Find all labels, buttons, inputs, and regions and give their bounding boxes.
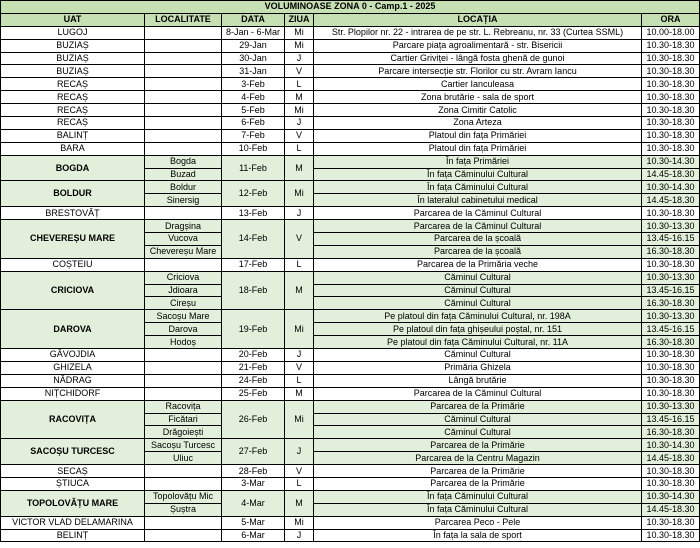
table-row	[1, 207, 700, 220]
uat-cell: RECAȘ	[1, 117, 145, 130]
hours-cell: 10.30-18.30	[642, 516, 700, 529]
uat-cell: SECAȘ	[1, 465, 145, 478]
day-cell: M	[285, 490, 314, 516]
table-row	[1, 258, 700, 271]
day-cell: M	[285, 271, 314, 310]
table-row	[1, 465, 700, 478]
location-cell: Parcarea de la Primărie	[314, 400, 642, 413]
day-cell: J	[285, 117, 314, 130]
header-ora: ORA	[642, 13, 700, 26]
day-cell: L	[285, 78, 314, 91]
location-cell: Lângă brutărie	[314, 374, 642, 387]
localitate-cell	[145, 39, 222, 52]
table-row	[1, 220, 700, 233]
localitate-cell: Boldur	[145, 181, 222, 194]
header-row	[1, 13, 700, 26]
localitate-cell: Sacoșu Mare	[145, 310, 222, 323]
localitate-cell: Buzad	[145, 168, 222, 181]
hours-cell: 13.45-16.15	[642, 284, 700, 297]
day-cell: J	[285, 529, 314, 542]
localitate-cell	[145, 207, 222, 220]
location-cell: În fața Căminului Cultural	[314, 490, 642, 503]
location-cell: Căminul Cultural	[314, 284, 642, 297]
hours-cell: 10.30-13.30	[642, 310, 700, 323]
day-cell: L	[285, 258, 314, 271]
hours-cell: 10.30-18.30	[642, 207, 700, 220]
hours-cell: 14.45-18.30	[642, 168, 700, 181]
schedule-body	[1, 26, 700, 542]
location-cell: În lateralul cabinetului medical	[314, 194, 642, 207]
date-cell: 4-Feb	[222, 91, 285, 104]
day-cell: Mi	[285, 39, 314, 52]
header-locatia: LOCAȚIA	[314, 13, 642, 26]
date-cell: 31-Jan	[222, 65, 285, 78]
table-row	[1, 490, 700, 503]
location-cell: Parcarea de la Centru Magazin	[314, 452, 642, 465]
location-cell: Parcarea de la Căminul Cultural	[314, 207, 642, 220]
hours-cell: 16.30-18.30	[642, 297, 700, 310]
table-row	[1, 91, 700, 104]
localitate-cell: Șuștra	[145, 503, 222, 516]
hours-cell: 10.30-13.30	[642, 271, 700, 284]
hours-cell: 10.30-18.30	[642, 387, 700, 400]
location-cell: Parcarea de la Primărie	[314, 477, 642, 490]
table-row	[1, 65, 700, 78]
hours-cell: 10.30-18.30	[642, 104, 700, 117]
localitate-cell: Sacoșu Turcesc	[145, 439, 222, 452]
hours-cell: 10.30-14.30	[642, 181, 700, 194]
date-cell: 29-Jan	[222, 39, 285, 52]
uat-cell: BUZIAȘ	[1, 39, 145, 52]
hours-cell: 10.30-18.30	[642, 142, 700, 155]
localitate-cell	[145, 374, 222, 387]
date-cell: 18-Feb	[222, 271, 285, 310]
uat-cell: BOGDA	[1, 155, 145, 181]
location-cell: Pe platoul din fața Căminului Cultural, nr. 198A	[314, 310, 642, 323]
hours-cell: 14.45-18.30	[642, 503, 700, 516]
localitate-cell: Topolovățu Mic	[145, 490, 222, 503]
localitate-cell	[145, 387, 222, 400]
uat-cell: SACOȘU TURCESC	[1, 439, 145, 465]
location-cell: Platoul din fața Primăriei	[314, 142, 642, 155]
location-cell: Căminul Cultural	[314, 297, 642, 310]
hours-cell: 10.30-18.30	[642, 529, 700, 542]
location-cell: În fața Căminului Cultural	[314, 181, 642, 194]
location-cell: Parcare piața agroalimentară - str. Bisericii	[314, 39, 642, 52]
localitate-cell	[145, 52, 222, 65]
day-cell: L	[285, 142, 314, 155]
day-cell: M	[285, 155, 314, 181]
date-cell: 26-Feb	[222, 400, 285, 439]
table-row	[1, 181, 700, 194]
day-cell: Mi	[285, 26, 314, 39]
header-localitate: LOCALITATE	[145, 13, 222, 26]
day-cell: V	[285, 129, 314, 142]
localitate-cell	[145, 258, 222, 271]
table-row	[1, 52, 700, 65]
date-cell: 6-Mar	[222, 529, 285, 542]
hours-cell: 13.45-16.15	[642, 323, 700, 336]
uat-cell: NĂDRAG	[1, 374, 145, 387]
date-cell: 21-Feb	[222, 361, 285, 374]
uat-cell: BELINȚ	[1, 529, 145, 542]
localitate-cell	[145, 477, 222, 490]
hours-cell: 10.30-13.30	[642, 220, 700, 233]
header-data: DATA	[222, 13, 285, 26]
location-cell: Parcarea de la școală	[314, 245, 642, 258]
uat-cell: CHEVEREȘU MARE	[1, 220, 145, 259]
table-row	[1, 155, 700, 168]
table-row	[1, 529, 700, 542]
location-cell: Pe platoul din fața ghișeului poștal, nr. 151	[314, 323, 642, 336]
day-cell: Mi	[285, 516, 314, 529]
localitate-cell: Jdioara	[145, 284, 222, 297]
localitate-cell	[145, 78, 222, 91]
location-cell: Parcarea de la Căminul Cultural	[314, 387, 642, 400]
location-cell: Zona brutărie - sala de sport	[314, 91, 642, 104]
day-cell: V	[285, 361, 314, 374]
location-cell: Căminul Cultural	[314, 413, 642, 426]
uat-cell: BALINȚ	[1, 129, 145, 142]
location-cell: Cartier Griviței - lângă fosta ghenă de gunoi	[314, 52, 642, 65]
localitate-cell: Hodoș	[145, 336, 222, 349]
localitate-cell: Bogda	[145, 155, 222, 168]
location-cell: Cartier Ianculeasa	[314, 78, 642, 91]
day-cell: J	[285, 349, 314, 362]
day-cell: J	[285, 52, 314, 65]
hours-cell: 10.00-18.00	[642, 26, 700, 39]
location-cell: În fața la sala de sport	[314, 529, 642, 542]
location-cell: Zona Arteza	[314, 117, 642, 130]
table-row	[1, 477, 700, 490]
date-cell: 14-Feb	[222, 220, 285, 259]
location-cell: În fața Căminului Cultural	[314, 503, 642, 516]
table-row	[1, 26, 700, 39]
day-cell: V	[285, 65, 314, 78]
title-row	[1, 1, 700, 14]
uat-cell: BOLDUR	[1, 181, 145, 207]
uat-cell: RACOVIȚA	[1, 400, 145, 439]
header-ziua: ZIUA	[285, 13, 314, 26]
location-cell: Str. Plopilor nr. 22 - intrarea de pe str. L. Rebreanu, nr. 33 (Curtea SSML)	[314, 26, 642, 39]
table-row	[1, 39, 700, 52]
localitate-cell: Darova	[145, 323, 222, 336]
uat-cell: NIȚCHIDORF	[1, 387, 145, 400]
uat-cell: TOPOLOVĂȚU MARE	[1, 490, 145, 516]
date-cell: 28-Feb	[222, 465, 285, 478]
hours-cell: 10.30-18.30	[642, 477, 700, 490]
hours-cell: 10.30-18.30	[642, 349, 700, 362]
day-cell: V	[285, 465, 314, 478]
hours-cell: 10.30-18.30	[642, 52, 700, 65]
localitate-cell	[145, 129, 222, 142]
hours-cell: 10.30-18.30	[642, 129, 700, 142]
date-cell: 3-Feb	[222, 78, 285, 91]
date-cell: 27-Feb	[222, 439, 285, 465]
hours-cell: 10.30-13.30	[642, 400, 700, 413]
day-cell: V	[285, 220, 314, 259]
uat-cell: VICTOR VLAD DELAMARINA	[1, 516, 145, 529]
localitate-cell: Drăgoiești	[145, 426, 222, 439]
location-cell: Căminul Cultural	[314, 349, 642, 362]
hours-cell: 14.45-18.30	[642, 452, 700, 465]
day-cell: J	[285, 439, 314, 465]
localitate-cell	[145, 91, 222, 104]
table-row	[1, 310, 700, 323]
table-row	[1, 271, 700, 284]
table-row	[1, 117, 700, 130]
day-cell: L	[285, 477, 314, 490]
table-row	[1, 361, 700, 374]
table-row	[1, 439, 700, 452]
location-cell: Primăria Ghizela	[314, 361, 642, 374]
localitate-cell: Criciova	[145, 271, 222, 284]
uat-cell: BARA	[1, 142, 145, 155]
hours-cell: 10.30-18.30	[642, 361, 700, 374]
hours-cell: 16.30-18.30	[642, 245, 700, 258]
uat-cell: GĂVOJDIA	[1, 349, 145, 362]
date-cell: 12-Feb	[222, 181, 285, 207]
location-cell: Zona Cimitir Catolic	[314, 104, 642, 117]
localitate-cell	[145, 117, 222, 130]
date-cell: 4-Mar	[222, 490, 285, 516]
date-cell: 11-Feb	[222, 155, 285, 181]
location-cell: În fața Căminului Cultural	[314, 168, 642, 181]
localitate-cell: Chevereșu Mare	[145, 245, 222, 258]
localitate-cell: Cireșu	[145, 297, 222, 310]
localitate-cell	[145, 349, 222, 362]
localitate-cell	[145, 142, 222, 155]
date-cell: 5-Mar	[222, 516, 285, 529]
localitate-cell: Dragșina	[145, 220, 222, 233]
day-cell: M	[285, 91, 314, 104]
day-cell: Mi	[285, 310, 314, 349]
uat-cell: RECAȘ	[1, 104, 145, 117]
date-cell: 20-Feb	[222, 349, 285, 362]
localitate-cell: Racovița	[145, 400, 222, 413]
date-cell: 19-Feb	[222, 310, 285, 349]
localitate-cell: Uliuc	[145, 452, 222, 465]
date-cell: 24-Feb	[222, 374, 285, 387]
location-cell: Căminul Cultural	[314, 426, 642, 439]
hours-cell: 10.30-18.30	[642, 117, 700, 130]
date-cell: 8-Jan - 6-Mar	[222, 26, 285, 39]
uat-cell: DAROVA	[1, 310, 145, 349]
hours-cell: 10.30-18.30	[642, 39, 700, 52]
date-cell: 13-Feb	[222, 207, 285, 220]
localitate-cell	[145, 361, 222, 374]
day-cell: Mi	[285, 104, 314, 117]
hours-cell: 10.30-18.30	[642, 78, 700, 91]
uat-cell: GHIZELA	[1, 361, 145, 374]
location-cell: Parcarea Peco - Pele	[314, 516, 642, 529]
localitate-cell	[145, 26, 222, 39]
hours-cell: 13.45-16.15	[642, 233, 700, 246]
hours-cell: 10.30-14.30	[642, 490, 700, 503]
location-cell: Parcarea de la Primăria veche	[314, 258, 642, 271]
hours-cell: 10.30-18.30	[642, 65, 700, 78]
uat-cell: COȘTEIU	[1, 258, 145, 271]
hours-cell: 10.30-14.30	[642, 439, 700, 452]
location-cell: Parcarea de la școală	[314, 233, 642, 246]
localitate-cell	[145, 104, 222, 117]
table-row	[1, 400, 700, 413]
hours-cell: 10.30-18.30	[642, 91, 700, 104]
localitate-cell: Ficătari	[145, 413, 222, 426]
location-cell: Parcarea de la Primărie	[314, 465, 642, 478]
date-cell: 17-Feb	[222, 258, 285, 271]
date-cell: 3-Mar	[222, 477, 285, 490]
uat-cell: ȘTIUCA	[1, 477, 145, 490]
date-cell: 5-Feb	[222, 104, 285, 117]
uat-cell: LUGOJ	[1, 26, 145, 39]
table-row	[1, 78, 700, 91]
hours-cell: 10.30-18.30	[642, 258, 700, 271]
hours-cell: 16.30-18.30	[642, 426, 700, 439]
uat-cell: BUZIAȘ	[1, 65, 145, 78]
uat-cell: RECAȘ	[1, 78, 145, 91]
hours-cell: 13.45-16.15	[642, 413, 700, 426]
uat-cell: BRESTOVĂȚ	[1, 207, 145, 220]
day-cell: L	[285, 374, 314, 387]
hours-cell: 10.30-14.30	[642, 155, 700, 168]
hours-cell: 16.30-18.30	[642, 336, 700, 349]
localitate-cell: Vucova	[145, 233, 222, 246]
day-cell: M	[285, 387, 314, 400]
uat-cell: BUZIAȘ	[1, 52, 145, 65]
hours-cell: 10.30-18.30	[642, 465, 700, 478]
header-uat: UAT	[1, 13, 145, 26]
day-cell: Mi	[285, 181, 314, 207]
sheet-title: VOLUMINOASE ZONA 0 - Camp.1 - 2025	[1, 1, 700, 14]
day-cell: Mi	[285, 400, 314, 439]
hours-cell: 14.45-18.30	[642, 194, 700, 207]
localitate-cell	[145, 529, 222, 542]
location-cell: Căminul Cultural	[314, 271, 642, 284]
location-cell: În fața Primăriei	[314, 155, 642, 168]
table-row	[1, 104, 700, 117]
localitate-cell: Sinersig	[145, 194, 222, 207]
location-cell: Parcarea de la Căminul Cultural	[314, 220, 642, 233]
table-row	[1, 349, 700, 362]
date-cell: 6-Feb	[222, 117, 285, 130]
localitate-cell	[145, 65, 222, 78]
uat-cell: RECAȘ	[1, 91, 145, 104]
location-cell: Parcare intersecție str. Florilor cu str. Avram Iancu	[314, 65, 642, 78]
location-cell: Platoul din fața Primăriei	[314, 129, 642, 142]
table-row	[1, 387, 700, 400]
location-cell: Pe platoul din fața Căminului Cultural, nr. 11A	[314, 336, 642, 349]
localitate-cell	[145, 516, 222, 529]
date-cell: 30-Jan	[222, 52, 285, 65]
date-cell: 25-Feb	[222, 387, 285, 400]
table-row	[1, 516, 700, 529]
localitate-cell	[145, 465, 222, 478]
day-cell: J	[285, 207, 314, 220]
date-cell: 10-Feb	[222, 142, 285, 155]
uat-cell: CRICIOVA	[1, 271, 145, 310]
hours-cell: 10.30-18.30	[642, 374, 700, 387]
table-row	[1, 142, 700, 155]
date-cell: 7-Feb	[222, 129, 285, 142]
table-row	[1, 129, 700, 142]
table-row	[1, 374, 700, 387]
location-cell: Parcarea de la Primărie	[314, 439, 642, 452]
